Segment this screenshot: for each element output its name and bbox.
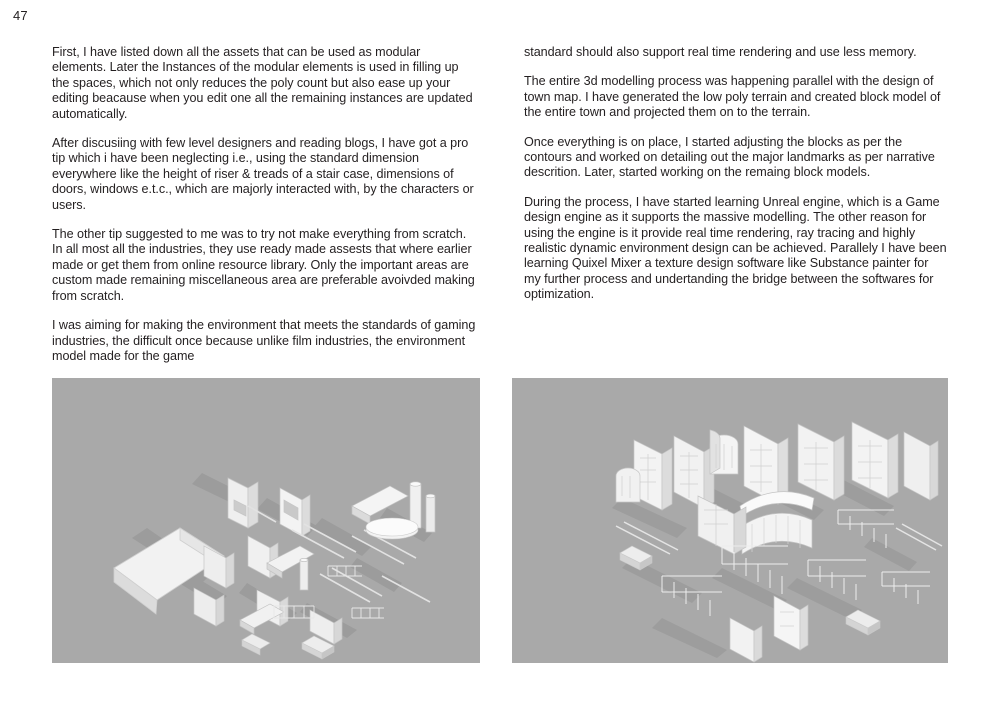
paragraph: The entire 3d modelling process was happening parallel with the design of town map. I have generated the low poly terrain and created block model of the entire town and projected them on to the terrain.: [524, 74, 941, 120]
modular-assets-facade-view: [512, 378, 948, 663]
left-column: [52, 45, 476, 364]
figure-row: [0, 378, 1000, 668]
modular-assets-exploded-view: [52, 378, 480, 663]
page-number: 47: [13, 8, 28, 23]
paragraph: First, I have listed down all the assets that can be used as modular elements. Later the Instances of the modular elements is used in filling up the spaces, which not only reduces the poly count but also ease up your editing beacause when you edit one all the remaining instances are updated automatically.: [52, 45, 473, 121]
paragraph: The other tip suggested to me was to try not make everything from scratch. In all most all the industries, they use ready made assests that where earlier made or get them from online resource library. Only the important areas are custom made remaining miscellaneous area are preferable avoivded making from scratch.: [52, 227, 475, 303]
paragraph: After discusiing with few level designers and reading blogs, I have got a pro tip which i have been neglecting i.e., using the standard dimension everywhere like the height of riser & treads of a stair case, dimensions of doors, windows e.t.c., which are majorly interacted with, by the characters or users.: [52, 136, 474, 212]
paragraph: Once everything is on place, I started adjusting the blocks as per the contours and worked on detailing out the major landmarks as per narrative descrition. Later, started working on the remaing block models.: [524, 134, 935, 180]
paragraph: I was aiming for making the environment that meets the standards of gaming industries, the difficult once because unlike film industries, the environment model made for the game: [52, 318, 476, 363]
paragraph: standard should also support real time rendering and use less memory.: [524, 45, 917, 59]
text-columns: [52, 45, 948, 364]
paragraph: During the process, I have started learning Unreal engine, which is a Game design engine as it supports the massive modelling. The other reason for using the engine is it provide real time rendering, ray tracing and highly realistic dynamic environment design can be achieved. Parallely I have been learning Quixel Mixer a texture design software like Substance painter for my further process and undertanding the bridge between the softwares for optimization.: [524, 194, 947, 302]
facade-assets-illustration: [512, 378, 948, 663]
right-column: [524, 45, 948, 364]
exploded-assets-illustration: [52, 378, 480, 663]
